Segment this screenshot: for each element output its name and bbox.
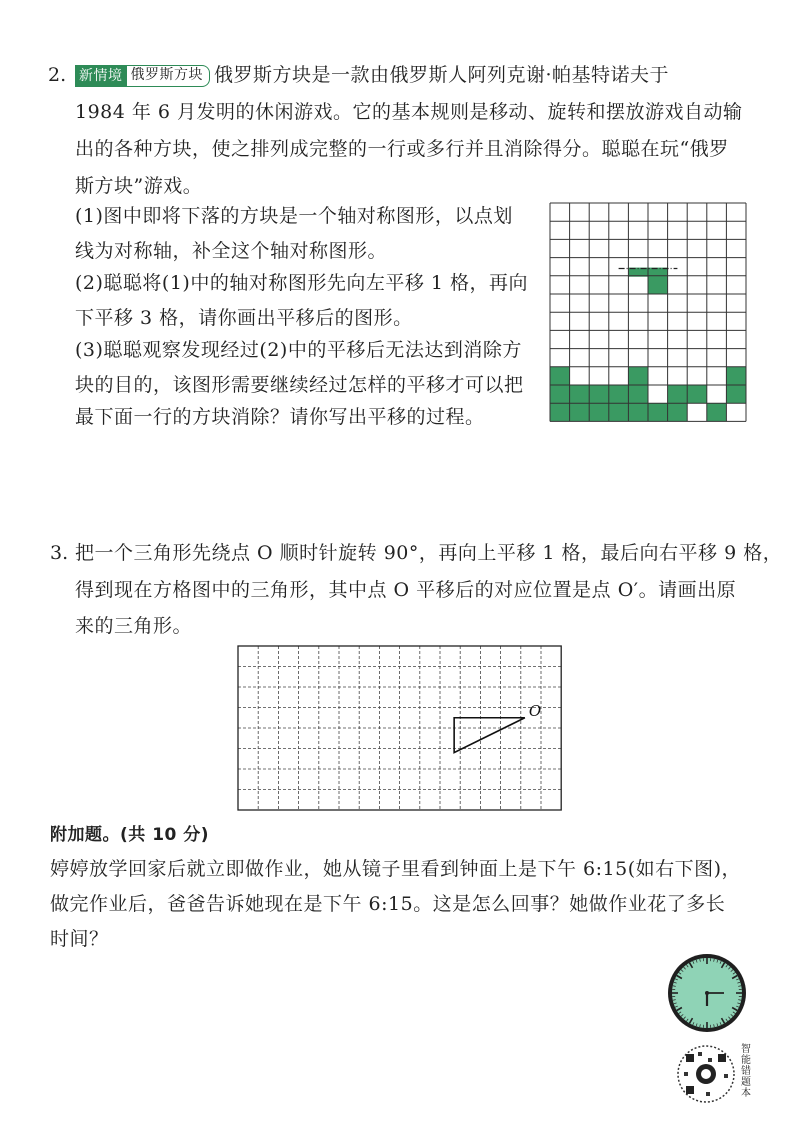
q2-part-line-5: (3)聪聪观察发现经过(2)中的平移后无法达到消除方 — [75, 339, 522, 361]
q2-intro-text-1: 俄罗斯方块是一款由俄罗斯人阿列克谢·帕基特诺夫于 — [214, 64, 670, 86]
filled-cell — [668, 385, 688, 403]
filled-cell — [668, 403, 688, 421]
q2-intro-line-2: 1984 年 6 月发明的休闲游戏。它的基本规则是移动、旋转和摆放游戏自动输 — [75, 101, 743, 123]
filled-cell — [707, 403, 727, 421]
filled-cell — [609, 385, 629, 403]
filled-cell — [628, 367, 648, 385]
new-context-tag — [75, 65, 210, 87]
q2-intro-line-4: 斯方块”游戏。 — [75, 175, 203, 197]
filled-cell — [628, 385, 648, 403]
bonus-line-3: 时间？ — [50, 928, 109, 950]
filled-cell — [550, 403, 570, 421]
q2-part-line-3: (2)聪聪将(1)中的轴对称图形先向左平移 1 格，再向 — [75, 272, 528, 294]
filled-cell — [550, 367, 570, 385]
falling-block-cell — [648, 276, 668, 294]
bonus-line-1: 婷婷放学回家后就立即做作业，她从镜子里看到钟面上是下午 6:15(如右下图)， — [50, 858, 742, 880]
q3-line-2: 得到现在方格图中的三角形，其中点 O 平移后的对应位置是点 O′。请画出原 — [75, 579, 737, 601]
q3-line-1: 把一个三角形先绕点 O 顺时针旋转 90°，再向上平移 1 格，最后向右平移 9 格， — [75, 542, 783, 564]
triangle-shape — [454, 718, 525, 753]
tag-new-label: 新情境 — [75, 65, 127, 87]
filled-cell — [589, 385, 609, 403]
q2-intro-line-1 — [75, 62, 669, 88]
q2-part-line-7: 最下面一行的方块消除？请你写出平移的过程。 — [75, 406, 485, 428]
q2-part-line-2: 线为对称轴，补全这个轴对称图形。 — [75, 240, 388, 262]
filled-cell — [726, 367, 746, 385]
bonus-title: 附加题。(共 10 分) — [50, 825, 210, 845]
filled-cell — [589, 403, 609, 421]
q3-number: 3. — [50, 542, 69, 564]
filled-cell — [550, 385, 570, 403]
q2-part-line-4: 下平移 3 格，请你画出平移后的图形。 — [75, 307, 413, 329]
filled-cell — [687, 385, 707, 403]
bonus-line-2: 做完作业后，爸爸告诉她现在是下午 6:15。这是怎么回事？她做作业花了多长 — [50, 893, 726, 915]
tag-topic-label: 俄罗斯方块 — [127, 65, 211, 87]
triangle-grid[interactable] — [236, 644, 566, 814]
qr-code-icon[interactable] — [676, 1044, 736, 1104]
tetris-grid[interactable] — [549, 202, 747, 422]
filled-cell — [648, 403, 668, 421]
mirror-clock — [666, 952, 748, 1034]
qr-side-label: 智能错题本 — [741, 1044, 751, 1099]
clock-center — [705, 991, 709, 995]
point-o-label: O — [528, 701, 542, 720]
q2-part-line-6: 块的目的，该图形需要继续经过怎样的平移才可以把 — [75, 374, 524, 396]
q3-line-3: 来的三角形。 — [75, 615, 193, 637]
filled-cell — [609, 403, 629, 421]
filled-cell — [726, 385, 746, 403]
filled-cell — [570, 385, 590, 403]
filled-cell — [628, 403, 648, 421]
filled-cell — [570, 403, 590, 421]
q2-number: 2. — [48, 64, 67, 86]
q2-part-line-1: (1)图中即将下落的方块是一个轴对称图形，以点划 — [75, 205, 513, 227]
q2-intro-line-3: 出的各种方块，使之排列成完整的一行或多行并且消除得分。聪聪在玩“俄罗 — [75, 138, 729, 160]
